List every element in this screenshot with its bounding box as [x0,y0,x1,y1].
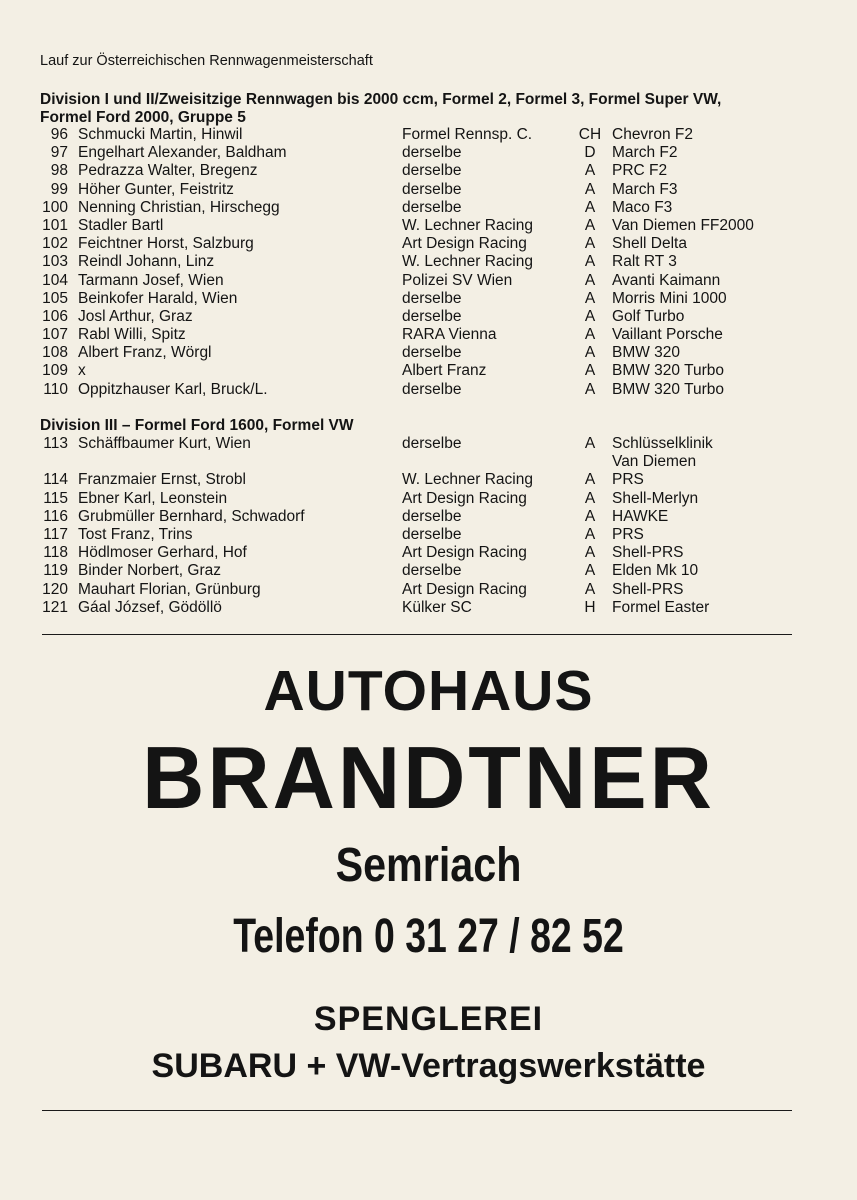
entry-team: derselbe [402,380,462,398]
entry-team: Polizei SV Wien [402,271,513,289]
ad-semriach: Semriach [335,839,522,892]
entry-driver: Nenning Christian, Hirschegg [78,198,280,216]
entry-team: Art Design Racing [402,580,527,598]
entry-driver: Albert Franz, Wörgl [78,344,212,362]
entry-nation: A [584,544,596,562]
entry-team: derselbe [402,344,462,362]
entry-row [0,508,857,526]
entry-row [0,235,857,253]
entry-row [0,144,857,162]
entry-car: Avanti Kaimann [612,271,721,289]
entry-driver: Engelhart Alexander, Baldham [78,144,287,162]
entry-number: 99 [50,180,68,198]
entry-team: derselbe [402,180,462,198]
entry-number: 117 [43,525,68,543]
entry-driver: Hödlmoser Gerhard, Hof [78,544,247,562]
entry-nation: A [584,525,596,543]
entry-number: 121 [42,598,68,616]
entry-nation: A [584,216,596,234]
entry-number: 103 [42,253,68,271]
division-1-entry-list [0,126,857,399]
entry-nation: A [584,198,596,216]
entry-car: PRS [612,525,644,543]
entry-row [0,272,857,290]
ad-brandtner: BRANDTNER [142,728,715,827]
entry-driver: Franzmaier Ernst, Strobl [78,471,246,489]
entry-number: 118 [43,544,68,562]
entry-row [0,199,857,217]
entry-nation: A [584,344,596,362]
entry-number: 100 [42,198,68,216]
entry-car: Shell-PRS [612,544,684,562]
entry-row [0,544,857,562]
entry-team: Art Design Racing [402,544,527,562]
entry-nation: A [584,289,596,307]
division-1-heading-line1: Division I und II/Zweisitzige Rennwagen bis 2000 ccm, Formel 2, Formel 3, Formel Super VW, [40,91,722,108]
division-1-heading [40,91,721,127]
entry-team: W. Lechner Racing [402,471,533,489]
entry-row [0,362,857,380]
entry-nation: CH [578,126,602,143]
entry-team: derselbe [402,162,462,180]
entry-driver: Rabl Willi, Spitz [78,326,186,344]
entry-row [0,217,857,235]
division-1-heading-line2: Formel Ford 2000, Gruppe 5 [40,109,246,126]
entry-team: derselbe [402,198,462,216]
entry-nation: A [584,253,596,271]
entry-nation: A [584,235,596,253]
entry-team: Art Design Racing [402,489,527,507]
entry-number: 96 [50,126,68,143]
entry-car: BMW 320 Turbo [612,380,724,398]
entry-driver: Binder Norbert, Graz [78,562,221,580]
page-subtitle: Lauf zur Österreichischen Rennwagenmeisterschaft [40,53,373,69]
division-3-heading: Division III – Formel Ford 1600, Formel VW [40,417,354,434]
entry-driver: Schäffbaumer Kurt, Wien [78,435,251,452]
entry-driver: Beinkofer Harald, Wien [78,289,238,307]
division-3-entry-list [0,435,857,617]
entry-row [0,162,857,180]
entry-number: 120 [42,580,68,598]
entry-number: 98 [50,162,68,180]
entry-number: 114 [43,471,68,489]
entry-car: Shell Delta [612,235,687,253]
entry-team: derselbe [402,507,462,525]
entry-row [0,471,857,489]
entry-car: Golf Turbo [612,307,685,325]
entry-car: Shell-PRS [612,580,684,598]
entry-car: BMW 320 [612,344,681,362]
entry-nation: A [584,489,596,507]
entry-row [0,181,857,199]
entry-driver: Pedrazza Walter, Bregenz [78,162,258,180]
entry-team: derselbe [402,562,462,580]
entry-team: Art Design Racing [402,235,527,253]
entry-team: Külker SC [402,598,472,616]
entry-number: 102 [42,235,68,253]
entry-car: Shell-Merlyn [612,489,699,507]
entry-number: 107 [42,326,68,344]
entry-row [0,326,857,344]
entry-car: PRC F2 [612,162,668,180]
entry-number: 104 [42,271,68,289]
entry-nation: A [584,180,596,198]
entry-car: Maco F3 [612,198,673,216]
entry-car: March F2 [612,144,678,162]
entry-team: Formel Rennsp. C. [402,126,533,143]
entry-row [0,581,857,599]
entry-row [0,526,857,544]
divider-top [42,634,792,635]
entry-driver: Feichtner Horst, Salzburg [78,235,254,253]
divider-bottom [42,1110,792,1111]
entry-row [0,490,857,508]
entry-row [0,453,857,471]
entry-car: BMW 320 Turbo [612,362,724,380]
entry-row [0,308,857,326]
entry-driver: Reindl Johann, Linz [78,253,215,271]
entry-driver: Oppitzhauser Karl, Bruck/L. [78,380,268,398]
entry-driver: Mauhart Florian, Grünburg [78,580,261,598]
entry-row [0,562,857,580]
entry-car: Chevron F2 [612,126,693,143]
entry-car: Vaillant Porsche [612,326,723,344]
entry-number: 105 [42,289,68,307]
entry-row [0,599,857,617]
entry-car: Van Diemen FF2000 [612,216,754,234]
entry-car: Schlüsselklinik [612,435,713,452]
entry-number: 110 [43,380,68,398]
entry-nation: A [584,162,596,180]
ad-telefon: Telefon 0 31 27 / 82 52 [233,910,624,963]
entry-nation: A [584,307,596,325]
entry-team: derselbe [402,525,462,543]
entry-number: 97 [50,144,68,162]
entry-car: Elden Mk 10 [612,562,699,580]
entry-team: RARA Vienna [402,326,497,344]
entry-driver: x [78,362,86,380]
entry-team: W. Lechner Racing [402,216,533,234]
entry-nation: A [584,562,596,580]
entry-driver: Höher Gunter, Feistritz [78,180,234,198]
entry-team: derselbe [402,144,462,162]
entry-row [0,126,857,144]
entry-nation: A [584,380,596,398]
entry-row [0,290,857,308]
entry-nation: A [584,362,596,380]
entry-row [0,381,857,399]
entry-driver: Tost Franz, Trins [78,525,193,543]
entry-car: Ralt RT 3 [612,253,677,271]
ad-subaru-vw: SUBARU + VW-Vertragswerkstätte [151,1047,706,1085]
entry-nation: A [584,435,596,452]
entry-nation: A [584,326,596,344]
entry-driver: Stadler Bartl [78,216,164,234]
entry-nation: A [584,580,596,598]
entry-driver: Gáal József, Gödöllö [78,598,222,616]
entry-nation: A [584,271,596,289]
entry-nation: A [584,507,596,525]
entry-number: 113 [43,435,68,452]
entry-nation: D [584,144,596,162]
entry-team: Albert Franz [402,362,487,380]
entry-car: Morris Mini 1000 [612,289,727,307]
entry-car: Formel Easter [612,598,710,616]
entry-number: 108 [42,344,68,362]
entry-nation: A [584,471,596,489]
entry-team: derselbe [402,435,462,452]
entry-car: PRS [612,471,644,489]
ad-autohaus: AUTOHAUS [263,659,594,723]
entry-number: 115 [43,489,68,507]
entry-team: derselbe [402,289,462,307]
entry-number: 101 [42,216,68,234]
entry-number: 119 [43,562,68,580]
entry-row [0,344,857,362]
entry-number: 116 [43,507,68,525]
entry-number: 109 [42,362,68,380]
entry-driver: Grubmüller Bernhard, Schwadorf [78,507,305,525]
ad-spenglerei: SPENGLEREI [313,1000,544,1038]
entry-team: W. Lechner Racing [402,253,533,271]
entry-nation: H [584,598,596,616]
entry-driver: Josl Arthur, Graz [78,307,193,325]
entry-row [0,435,857,453]
entry-row [0,253,857,271]
entry-driver: Schmucki Martin, Hinwil [78,126,243,143]
entry-car: HAWKE [612,507,669,525]
entry-number: 106 [42,307,68,325]
entry-car: March F3 [612,180,678,198]
entry-car: Van Diemen [612,453,697,471]
entry-driver: Tarmann Josef, Wien [78,271,224,289]
entry-team: derselbe [402,307,462,325]
entry-driver: Ebner Karl, Leonstein [78,489,228,507]
